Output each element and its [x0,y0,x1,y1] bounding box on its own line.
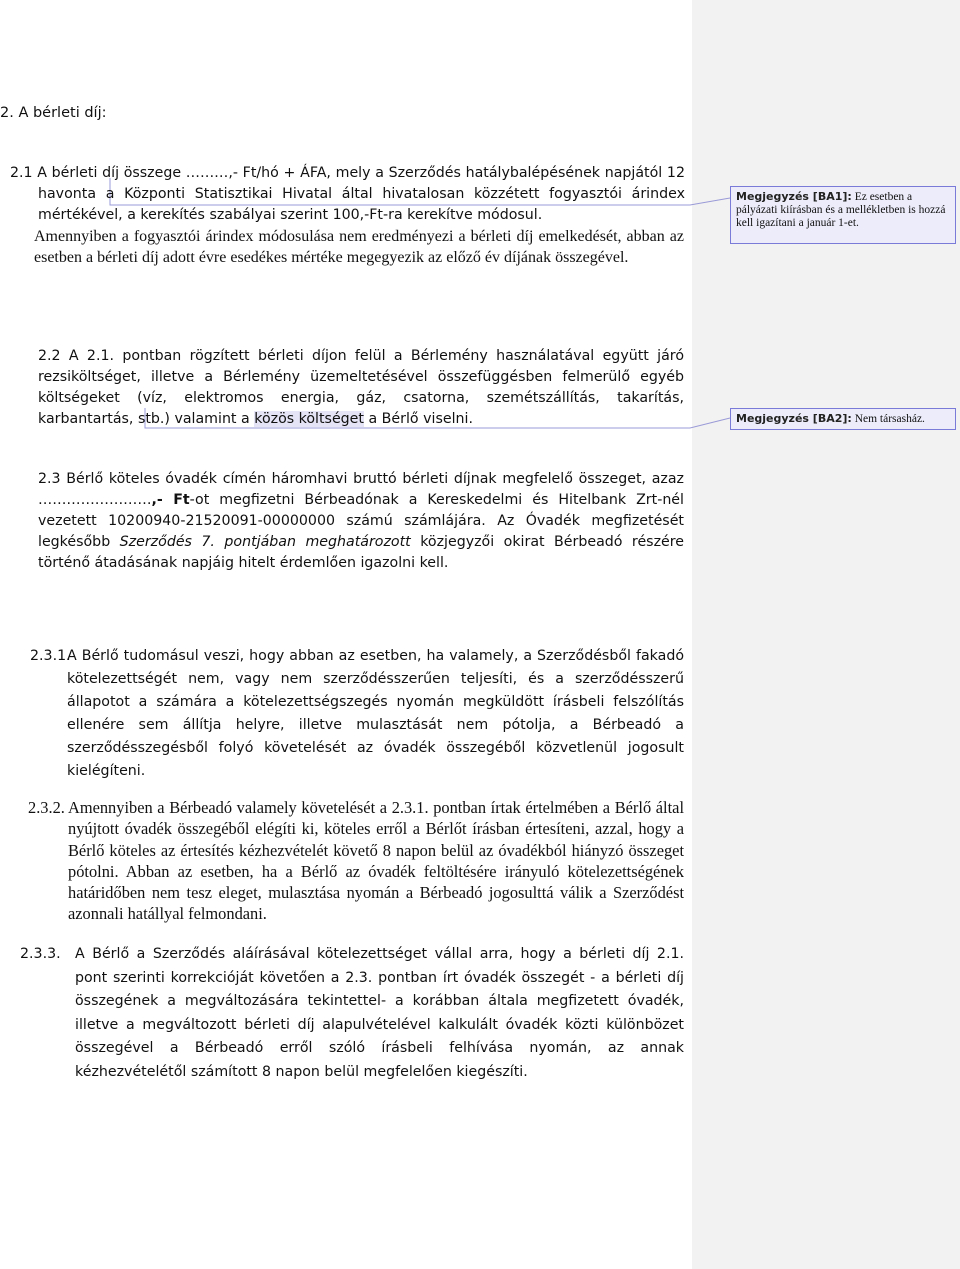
paragraph-2-2-end: a Bérlő viselni. [363,411,473,427]
paragraph-2-3-part2: -ot megfizetni Bérbeadónak a Kereskedelmi és Hitelbank Zrt-nél vezetett 10200940-21520091-00000000 számú számlájára. Az Óvadék megfizetését legkésőbb [38,492,684,550]
paragraph-2-3-2-number: 2.3.2. [28,798,65,817]
comment-ba2-text: Nem társasház. [854,413,925,425]
comment-ba2[interactable] [730,408,956,430]
paragraph-2-2-text: 2.2 A 2.1. pontban rögzített bérleti díjon felül a Bérlemény használatával együtt járó rezsiköltséget, illetve a Bérlemény üzemeltetésével összefüggésben felmerülő egyéb költségeket (víz, elektromos energia, gáz, csatorna, szemétszállítás, takarítás, karbantartás, stb.) valamint a [38,348,684,427]
paragraph-2-1 [10,163,685,226]
paragraph-2-3-part1: 2.3 Bérlő köteles óvadék címén háromhavi bruttó bérleti díjnak megfelelő összeget, azaz …………………… [38,471,684,508]
paragraph-2-3 [38,469,684,574]
paragraph-2-3-1-number: 2.3.1. [30,648,71,664]
comment-ba1-label: Megjegyzés [BA1]: [736,190,852,203]
paragraph-2-3-3-text: A Bérlő a Szerződés aláírásával kötelezettséget vállal arra, hogy a bérleti díj 2.1. pont szerinti korrekcióját követően a 2.3. pontban írt óvadék összegét - a bérleti díj összegének a megváltozására tekintettel- a korábban általa megfizetett óvadék, illetve a megváltozott bérleti díj alapulvételével kalkulált óvadék közti különbözet összegével a Bérbeadó erről szóló írásbeli felhívása nyomán, az annak kézhezvételétől számított 8 napon belül megfelelően kiegészíti. [75,946,684,1080]
section-heading: 2. A bérleti díj: [0,105,107,121]
comment-ba1-text: Ez esetben a pályázati kiírásban és a mellékletben is hozzá kell igazítani a január 1-et. [736,191,946,229]
line-b-post: a Központi Statisztikai Hivatal által hivatalosan közzétett fogyasztói árindex [105,186,686,202]
comment-ba2-label: Megjegyzés [BA2]: [736,412,852,425]
paragraph-2-2-highlight: közös költséget [254,411,364,427]
paragraph-2-3-part3: közjegyzői okirat Bérbeadó részére történő átadásának napjáig hitelt érdemlően igazolni kell. [38,534,684,571]
paragraph-2-1-serif: Amennyiben a fogyasztói árindex módosulása nem eredményezi a bérleti díj emelkedését, abban az esetben a bérleti díj adott évre esedékes mértéke megegyezik az előző év díjának összegével. [34,228,684,266]
paragraph-2-3-1-text: A Bérlő tudomásul veszi, hogy abban az esetben, ha valamely, a Szerződésből fakadó kötelezettségét nem, vagy nem szerződésszerűen teljesíti, és a szerződésszerű állapotot a számára a kötelezettségszegés nyomán megküldött írásbeli felszólítás ellenére sem állítja helyre, illetve mulasztását nem pótolja, a Bérbeadó a szerződésszegésből folyó követelését az óvadék összegéből közvetlenül jogosult kielégíteni. [67,648,684,779]
paragraph-2-1-line-b [10,184,685,205]
line-b-pre: havonta [38,186,106,202]
paragraph-2-3-1 [30,645,684,783]
paragraph-2-1-line-a: 2.1 A bérleti díj összege ………,- Ft/hó + ÁFA, mely a Szerződés hatálybalépésének napjától 12 [10,165,685,181]
paragraph-2-3-3 [20,943,684,1084]
paragraph-2-3-2-text: Amennyiben a Bérbeadó valamely követelését a 2.3.1. pontban írtak értelmében a Bérlő által nyújtott óvadék összegéből elégíti ki, köteles erről a Bérlőt írásban értesíteni, azzal, hogy a Bérlő köteles az értesítés kézhezvételét követő 8 napon belül az óvadékból hiányzó összeget pótolni. Abban az esetben, ha a Bérlő az óvadék feltöltésére irányuló kötelezettségének határidőben nem tesz eleget, mulasztása nyomán a Bérbeadó jogosulttá válik a Szerződést azonnali hatállyal felmondani. [68,798,684,924]
paragraph-2-3-italic: Szerződés 7. pontjában meghatározott [119,534,411,550]
paragraph-2-1-line-c: mértékével, a kerekítés szabályai szerint 100,-Ft-ra kerekítve módosul. [38,207,543,223]
paragraph-2-3-2 [28,797,684,925]
paragraph-2-2 [38,346,684,430]
paragraph-2-3-bold: ,- Ft [151,492,190,508]
comment-ba1[interactable] [730,186,956,244]
paragraph-2-3-3-number: 2.3.3. [20,946,61,962]
